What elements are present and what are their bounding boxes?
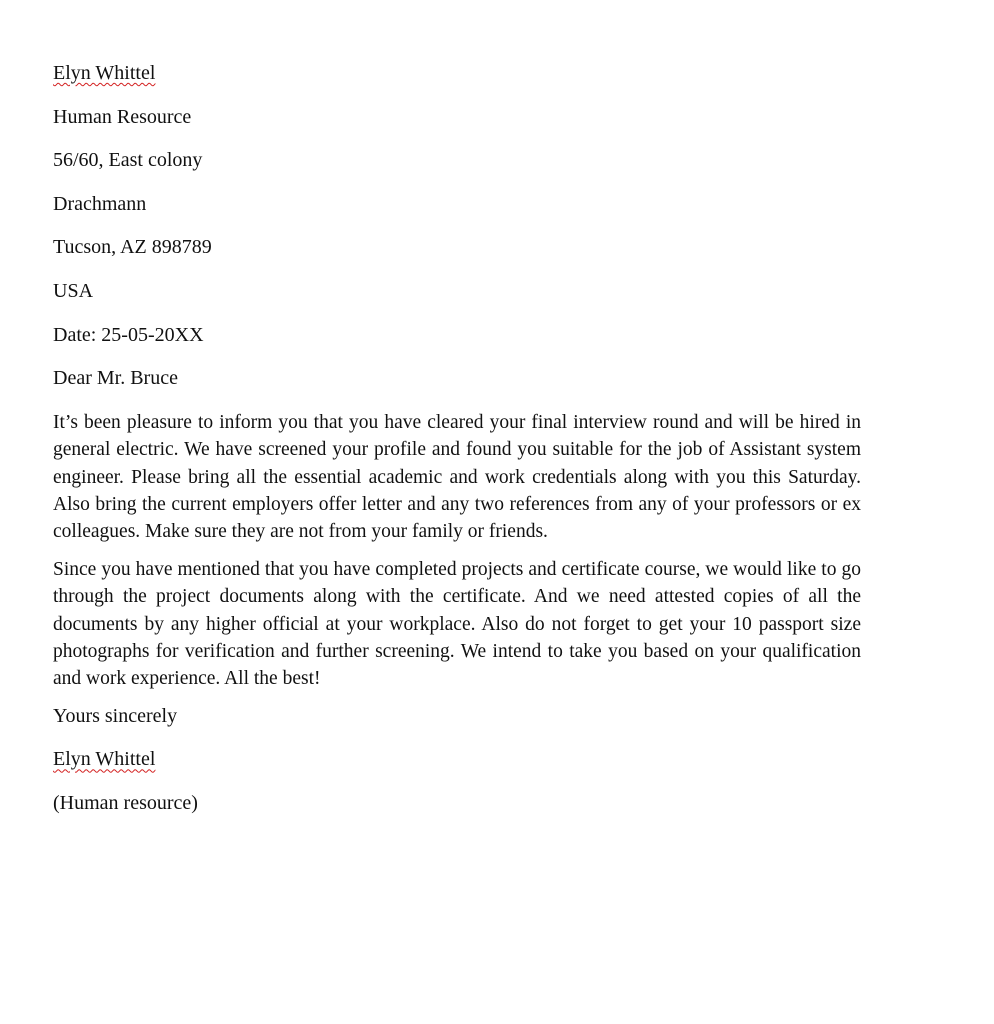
signature-name-text: Elyn Whittel (53, 748, 156, 771)
country: USA (53, 279, 94, 302)
city-state-zip: Tucson, AZ 898789 (53, 236, 212, 259)
signature-title: (Human resource) (53, 792, 198, 814)
sender-department: Human Resource (53, 105, 192, 128)
letter-document (53, 60, 861, 834)
letter-date: Date: 25-05-20XX (53, 323, 204, 346)
sender-name (53, 60, 861, 86)
address-line-1: 56/60, East colony (53, 149, 203, 172)
sender-name-text: Elyn Whittel (53, 62, 156, 84)
salutation: Dear Mr. Bruce (53, 367, 178, 390)
body-paragraph-1: It’s been pleasure to inform you that you have cleared your final interview round and will be hired in general electric. We have screened your profile and found you suitable for the job of Assistant system engineer. Please bring all the essential academic and work credentials along with you this Saturday. Also bring the current employers offer letter and any two references from any of your professors or ex colleagues. Make sure they are not from your family or friends. (53, 411, 861, 543)
body-paragraph-2: Since you have mentioned that you have completed projects and certificate course, we would like to go through the project documents along with the certificate. And we need attested copies of all the documents by any higher official at your workplace. Also do not forget to get your 10 passport size photographs for verification and further screening. We intend to take you based on your qualification and work experience. All the best! (53, 558, 861, 690)
closing: Yours sincerely (53, 704, 178, 727)
signature-name (53, 746, 861, 772)
address-line-2: Drachmann (53, 192, 147, 215)
